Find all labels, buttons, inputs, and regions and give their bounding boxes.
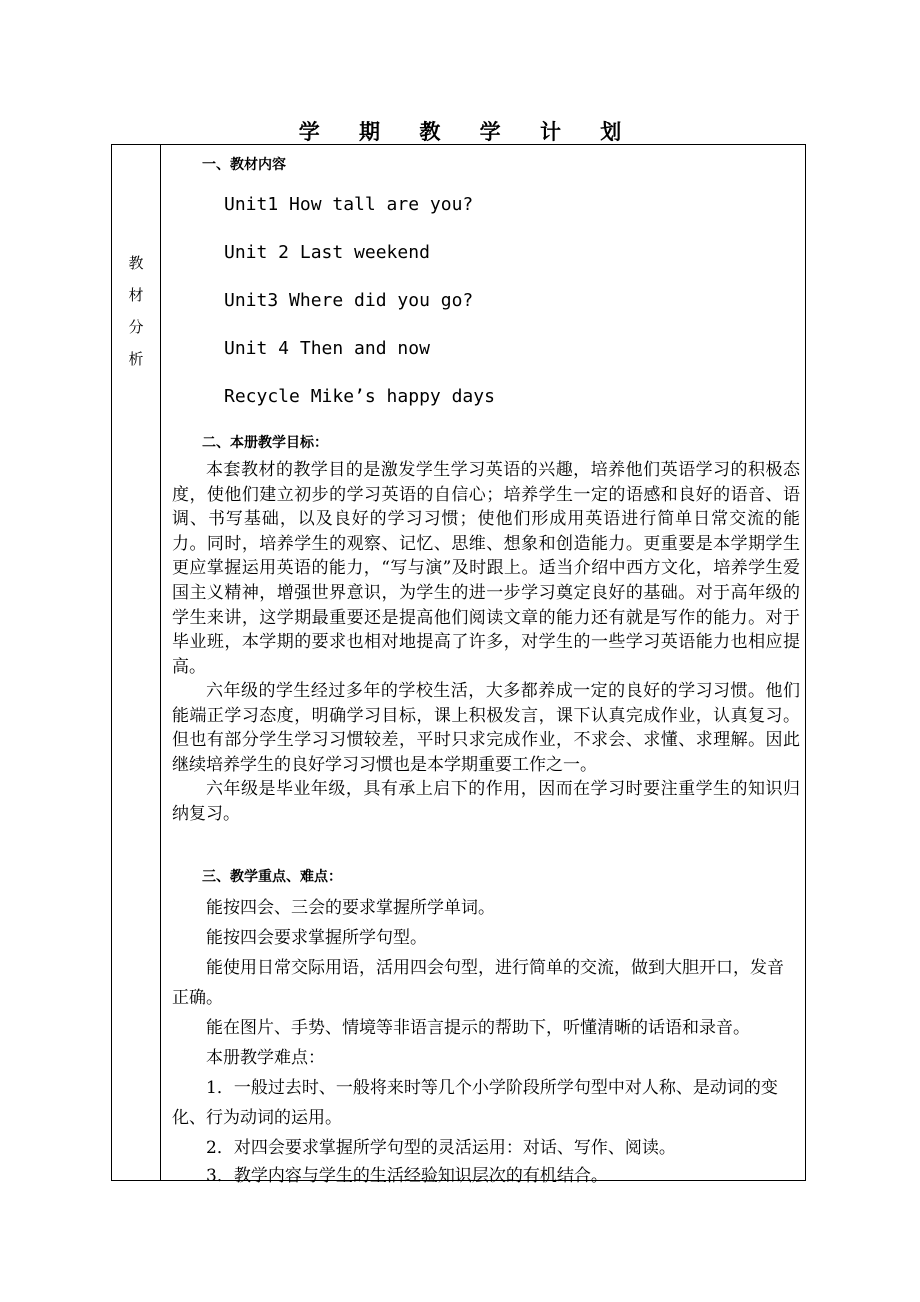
unit-item: Recycle Mike’s happy days	[224, 386, 495, 407]
unit-item: Unit 2 Last weekend	[224, 242, 430, 263]
goals-paragraph: 六年级的学生经过多年的学校生活，大多都养成一定的良好的学习习惯。他们能端正学习态度，明确学习目标，课上积极发言，课下认真完成作业，认真复习。但也有部分学生学习习惯较差，平时只求完成作业，不求会、求懂、求理解。因此继续培养学生的良好学习习惯也是本学期重要工作之一。	[172, 681, 800, 775]
row-label-char: 材	[128, 286, 144, 304]
unit-item: Unit 4 Then and now	[224, 338, 430, 359]
goals-paragraph: 六年级是毕业年级，具有承上启下的作用，因而在学习时要注重学生的知识归纳复习。	[172, 779, 800, 824]
section-heading-content: 一、教材内容	[202, 157, 286, 173]
key-point-line: 能按四会要求掌握所学句型。	[206, 928, 427, 948]
row-label	[112, 247, 160, 375]
page-title: 学 期 教 学 计 划	[298, 119, 638, 144]
row-label-char: 析	[128, 350, 144, 368]
difficulty-item: 2．对四会要求掌握所学句型的灵活运用：对话、写作、阅读。	[206, 1138, 676, 1158]
row-label-char: 分	[128, 318, 144, 336]
key-point-line: 能按四会、三会的要求掌握所学单词。	[206, 898, 495, 918]
difficulty-item: 3．教学内容与学生的生活经验知识层次的有机结合。	[206, 1166, 608, 1186]
key-point-line: 能在图片、手势、情境等非语言提示的帮助下，听懂清晰的话语和录音。	[206, 1018, 750, 1038]
goals-paragraph: 本套教材的教学目的是激发学生学习英语的兴趣，培养他们英语学习的积极态度，使他们建立初步的学习英语的自信心；培养学生一定的语感和良好的语音、语调、书写基础，以及良好的学习习惯；使他们形成用英语进行简单日常交流的能力。同时，培养学生的观察、记忆、思维、想象和创造能力。更重要是本学期学生更应掌握运用英语的能力，“写与演”及时跟上。适当介绍中西方文化，培养学生爱国主义精神，增强世界意识，为学生的进一步学习奠定良好的基础。对于高年级的学生来讲，这学期最重要还是提高他们阅读文章的能力还有就是写作的能力。对于毕业班，本学期的要求也相对地提高了许多，对学生的一些学习英语能力也相应提高。	[172, 460, 800, 677]
section-heading-goals: 二、本册教学目标：	[202, 435, 328, 451]
unit-item: Unit3 Where did you go?	[224, 290, 474, 311]
row-label-char: 教	[128, 254, 144, 272]
unit-list	[224, 193, 495, 433]
difficulty-heading: 本册教学难点：	[206, 1048, 325, 1068]
section-heading-key-points: 三、教学重点、难点：	[202, 869, 342, 885]
plan-table	[111, 144, 806, 1186]
unit-item: Unit1 How tall are you?	[224, 194, 474, 215]
column-divider	[160, 145, 161, 1180]
key-point-line: 能使用日常交际用语，活用四会句型，进行简单的交流，做到大胆开口，发音正确。	[172, 958, 784, 1008]
difficulty-item: 1．一般过去时、一般将来时等几个小学阶段所学句型中对人称、是动词的变化、行为动词的运用。	[172, 1078, 778, 1128]
